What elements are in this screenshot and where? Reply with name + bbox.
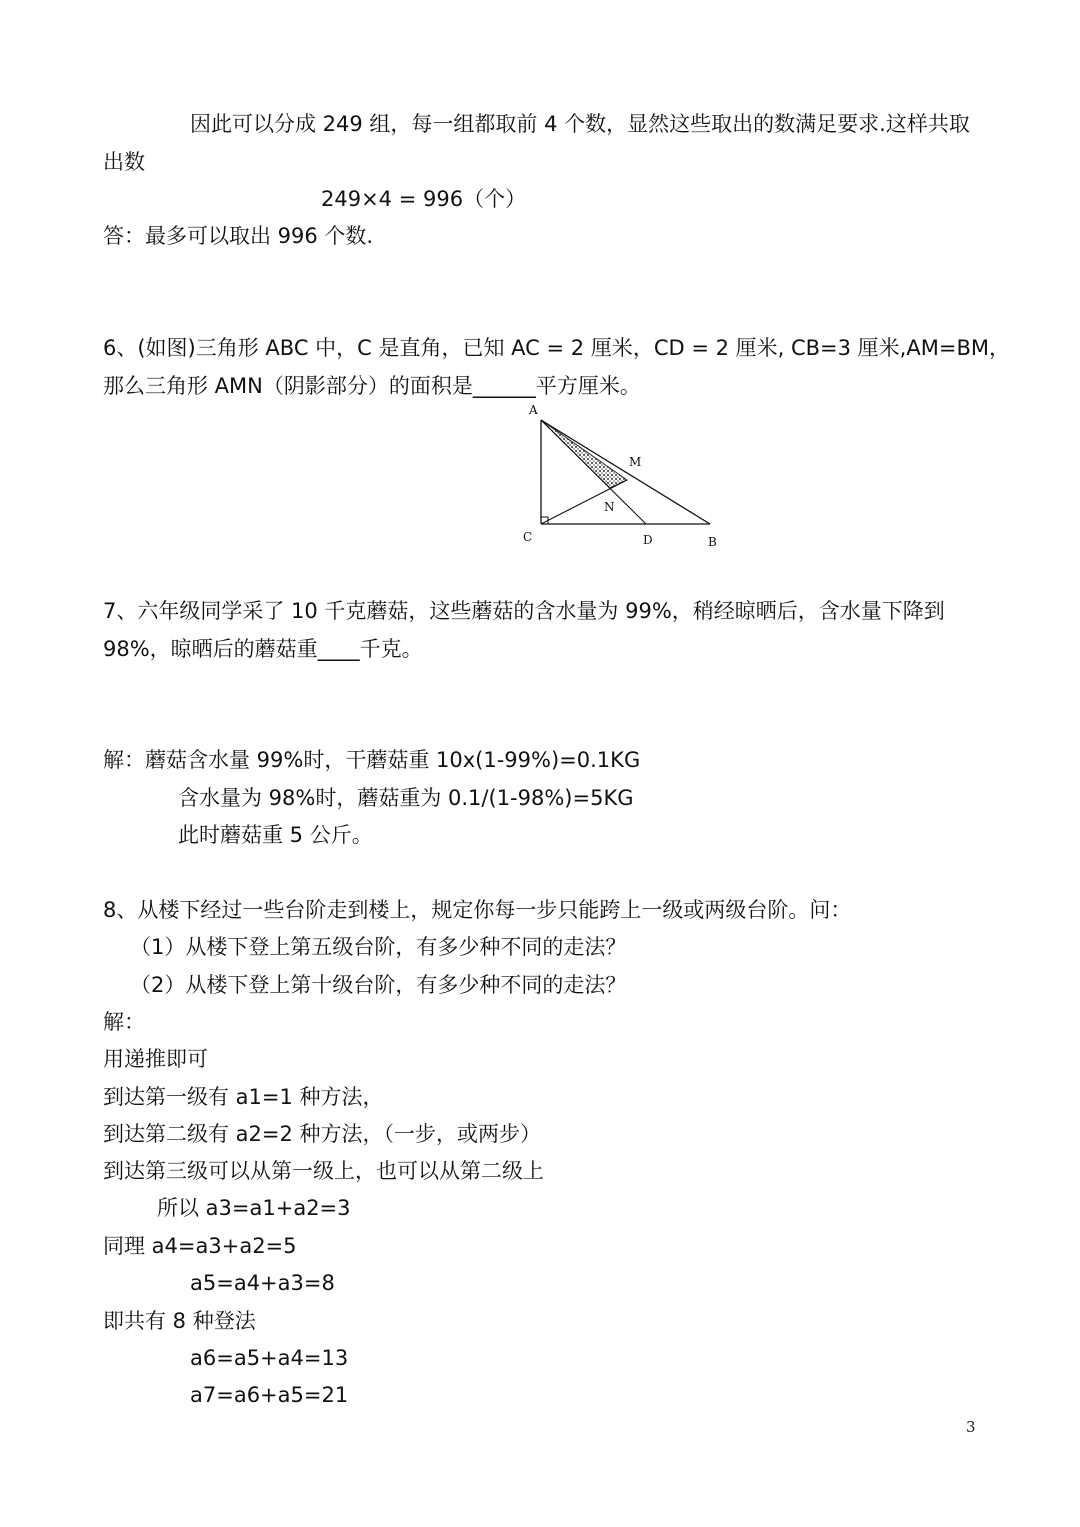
problem-7-line-1: 7、六年级同学采了 10 千克蘑菇，这些蘑菇的含水量为 99%，稍经晾晒后，含水量下降到: [103, 599, 945, 623]
problem-8-question-2: （2）从楼下登上第十级台阶，有多少种不同的走法？: [130, 973, 627, 997]
solution-line: 到达第三级可以从第一级上，也可以从第二级上: [103, 1159, 544, 1183]
solution-line: 解：蘑菇含水量 99%时，干蘑菇重 10x(1-99%)=0.1KG: [103, 748, 641, 772]
problem-7-line-2: 98%，晾晒后的蘑菇重____千克。: [103, 637, 423, 661]
label-b: B: [708, 535, 717, 549]
answer-line: 答：最多可以取出 996 个数.: [103, 224, 374, 248]
label-c: C: [523, 530, 533, 544]
solution-line: 所以 a3=a1+a2=3: [157, 1196, 351, 1220]
problem-6-line-2: 那么三角形 AMN（阴影部分）的面积是______平方厘米。: [103, 374, 641, 398]
solution-line: 到达第二级有 a2=2 种方法，（一步，或两步）: [103, 1122, 542, 1146]
side-ab: [541, 420, 710, 524]
formula-line: 249×4 = 996（个）: [321, 187, 527, 211]
shaded-region-amn: [541, 420, 627, 488]
page-number: 3: [966, 1418, 976, 1436]
label-a: A: [529, 403, 538, 417]
solution-line: a5=a4+a3=8: [190, 1271, 335, 1295]
text-line: 出数: [103, 150, 145, 174]
solution-line: 含水量为 98%时，蘑菇重为 0.1/(1-98%)=5KG: [178, 786, 634, 810]
solution-line: 此时蘑菇重 5 公斤。: [178, 823, 373, 847]
label-d: D: [643, 533, 653, 547]
text-line: 因此可以分成 249 组，每一组都取前 4 个数，显然这些取出的数满足要求.这样共取: [190, 112, 970, 136]
problem-8-question-1: （1）从楼下登上第五级台阶，有多少种不同的走法？: [130, 935, 627, 959]
solution-line: a6=a5+a4=13: [190, 1346, 349, 1370]
solution-line: 同理 a4=a3+a2=5: [103, 1234, 297, 1258]
label-n: N: [604, 500, 615, 514]
solution-line: 到达第一级有 a1=1 种方法，: [103, 1085, 384, 1109]
solution-line: 即共有 8 种登法: [103, 1309, 256, 1333]
label-m: M: [629, 455, 642, 469]
problem-6-line-1: 6、(如图)三角形 ABC 中，C 是直角，已知 AC = 2 厘米，CD = 2 厘米, CB=3 厘米,AM=BM，: [103, 336, 1010, 360]
solution-line: a7=a6+a5=21: [190, 1383, 349, 1407]
solution-line: 用递推即可: [103, 1047, 208, 1071]
solution-line: 解：: [103, 1010, 145, 1034]
problem-8-line-1: 8、从楼下经过一些台阶走到楼上，规定你每一步只能跨上一级或两级台阶。问：: [103, 898, 852, 922]
segment-ad: [541, 420, 646, 524]
triangle-figure: [515, 398, 730, 553]
